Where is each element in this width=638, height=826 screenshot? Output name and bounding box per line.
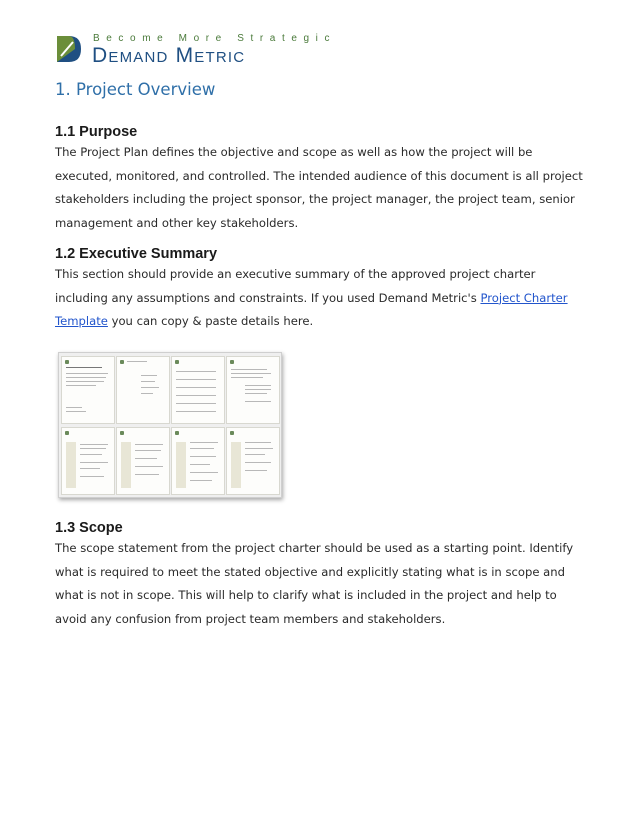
thumbnail-page (61, 356, 115, 424)
document-pages-thumbnail-grid (58, 352, 282, 498)
demand-metric-logo (55, 30, 337, 70)
demand-metric-logo-icon (55, 34, 83, 64)
purpose-paragraph: The Project Plan defines the objective and scope as well as how the project will be executed, monitored, and controlled. The intended audience of this document is all project stakeholders including the project sponsor, the project manager, the project team, senior management and other key stakeholders. (55, 145, 583, 230)
executive-summary-text-end: you can copy & paste details here. (107, 314, 314, 328)
project-charter-template-link[interactable]: Project Charter Template (55, 290, 568, 328)
scope-heading: 1.3 Scope (55, 520, 123, 536)
thumbnail-page (171, 356, 225, 424)
thumbnail-page (226, 356, 280, 424)
logo-brand-name: Demand Metric (92, 44, 246, 67)
thumbnail-page (226, 427, 280, 495)
executive-summary-text-start: This section should provide an executive summary of the approved project charter including any assumptions and constraints. If you used Demand Metric's (55, 267, 536, 305)
thumbnail-page (171, 427, 225, 495)
executive-summary-paragraph (55, 263, 585, 334)
section-title: 1. Project Overview (55, 80, 216, 99)
thumbnail-page (116, 427, 170, 495)
purpose-heading: 1.1 Purpose (55, 124, 138, 140)
thumbnail-page (116, 356, 170, 424)
executive-summary-heading: 1.2 Executive Summary (55, 246, 218, 262)
logo-tagline: Become More Strategic (93, 33, 337, 44)
scope-paragraph: The scope statement from the project charter should be used as a starting point. Identify what is required to meet the stated objective and explicitly stating what is in scope and what is not in scope. This will help to clarify what is included in the project and help to avoid any confusion from project team members and stakeholders. (55, 541, 574, 626)
thumbnail-page (61, 427, 115, 495)
